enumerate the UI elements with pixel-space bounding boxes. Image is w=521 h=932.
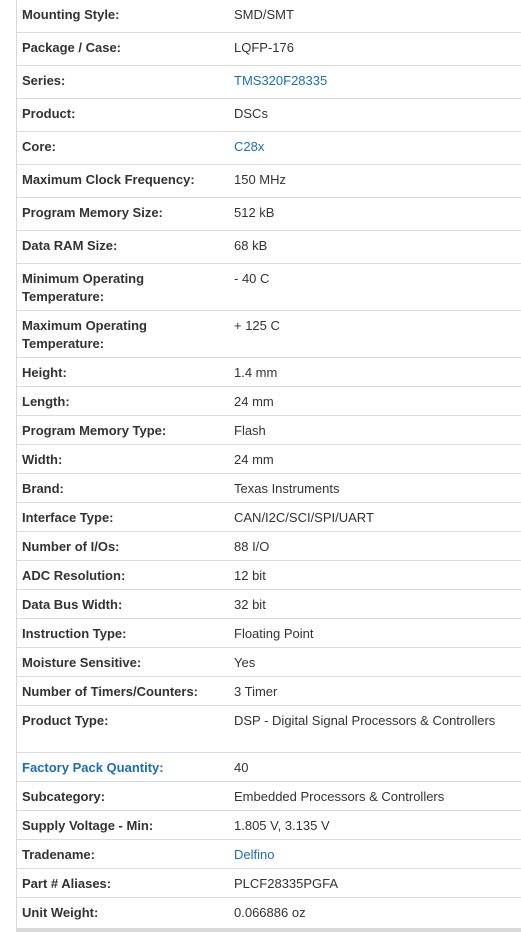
spec-value: CAN/I2C/SCI/SPI/UART <box>234 510 374 525</box>
spec-value: 3 Timer <box>234 684 278 699</box>
spec-value: 12 bit <box>234 568 266 583</box>
spec-value: 24 mm <box>234 452 274 467</box>
spec-row-part-aliases <box>17 869 521 898</box>
spec-label: Moisture Sensitive: <box>22 655 142 670</box>
spec-row-factory-pack-quantity <box>17 753 521 782</box>
spec-row-data-ram-size <box>17 231 521 264</box>
spec-label: Minimum Operating Temperature: <box>22 271 145 304</box>
spec-row-adc-resolution <box>17 561 521 590</box>
spec-value: Texas Instruments <box>234 481 340 496</box>
spec-row-instruction-type <box>17 619 521 648</box>
series-link[interactable]: TMS320F28335 <box>234 73 328 88</box>
spec-row-brand <box>17 474 521 503</box>
spec-label: Data RAM Size: <box>22 238 118 253</box>
spec-row-core <box>17 132 521 165</box>
spec-label: Core: <box>22 139 56 154</box>
spec-row-height <box>17 358 521 387</box>
spec-row-mounting-style <box>17 0 521 33</box>
spec-table <box>17 0 521 927</box>
spec-label: Part # Aliases: <box>22 876 112 891</box>
spec-label: Series: <box>22 73 66 88</box>
spec-label: Interface Type: <box>22 510 114 525</box>
table-bottom-border <box>17 928 521 932</box>
spec-label: Height: <box>22 365 67 380</box>
spec-label: Width: <box>22 452 63 467</box>
spec-label: Data Bus Width: <box>22 597 123 612</box>
spec-row-series <box>17 66 521 99</box>
spec-value: 40 <box>234 760 249 775</box>
spec-row-product-type <box>17 706 521 753</box>
spec-row-product <box>17 99 521 132</box>
spec-value: 32 bit <box>234 597 266 612</box>
product-attributes-panel <box>16 0 521 932</box>
spec-value: PLCF28335PGFA <box>234 876 339 891</box>
spec-label: Length: <box>22 394 70 409</box>
spec-row-tradename <box>17 840 521 869</box>
spec-value: 1.4 mm <box>234 365 278 380</box>
spec-label: ADC Resolution: <box>22 568 126 583</box>
tradename-link[interactable]: Delfino <box>234 847 275 862</box>
spec-label: Product: <box>22 106 76 121</box>
spec-label: Number of Timers/Counters: <box>22 684 199 699</box>
spec-value: DSP - Digital Signal Processors & Controllers <box>234 713 496 728</box>
spec-value: 512 kB <box>234 205 275 220</box>
spec-value: 150 MHz <box>234 172 287 187</box>
spec-value: Yes <box>234 655 256 670</box>
spec-value: - 40 C <box>234 271 270 286</box>
spec-label: Tradename: <box>22 847 95 862</box>
spec-value: 1.805 V, 3.135 V <box>234 818 330 833</box>
spec-row-number-of-timers <box>17 677 521 706</box>
spec-label: Maximum Operating Temperature: <box>22 318 147 351</box>
spec-value: 24 mm <box>234 394 274 409</box>
spec-value: 88 I/O <box>234 539 270 554</box>
spec-value: Floating Point <box>234 626 314 641</box>
spec-row-width <box>17 445 521 474</box>
spec-row-max-operating-temperature <box>17 311 521 358</box>
spec-value: 0.066886 oz <box>234 905 306 920</box>
spec-value: Embedded Processors & Controllers <box>234 789 445 804</box>
spec-row-data-bus-width <box>17 590 521 619</box>
spec-value: 68 kB <box>234 238 268 253</box>
spec-value: LQFP-176 <box>234 40 294 55</box>
spec-label: Program Memory Type: <box>22 423 167 438</box>
spec-row-moisture-sensitive <box>17 648 521 677</box>
spec-row-interface-type <box>17 503 521 532</box>
factory-pack-quantity-link[interactable]: Factory Pack Quantity: <box>22 760 164 775</box>
spec-label: Unit Weight: <box>22 905 99 920</box>
spec-label: Product Type: <box>22 713 109 728</box>
spec-label: Subcategory: <box>22 789 106 804</box>
spec-label: Package / Case: <box>22 40 122 55</box>
spec-row-min-operating-temperature <box>17 264 521 311</box>
spec-value: SMD/SMT <box>234 7 294 22</box>
spec-value: + 125 C <box>234 318 280 333</box>
spec-row-length <box>17 387 521 416</box>
core-link[interactable]: C28x <box>234 139 265 154</box>
spec-label: Program Memory Size: <box>22 205 163 220</box>
spec-label: Mounting Style: <box>22 7 120 22</box>
spec-row-unit-weight <box>17 898 521 927</box>
spec-row-max-clock-frequency <box>17 165 521 198</box>
spec-row-package-case <box>17 33 521 66</box>
spec-row-number-of-ios <box>17 532 521 561</box>
spec-value: DSCs <box>234 106 268 121</box>
spec-label: Maximum Clock Frequency: <box>22 172 195 187</box>
spec-label: Supply Voltage - Min: <box>22 818 154 833</box>
spec-row-subcategory <box>17 782 521 811</box>
spec-label: Number of I/Os: <box>22 539 120 554</box>
spec-row-program-memory-size <box>17 198 521 231</box>
spec-label: Brand: <box>22 481 64 496</box>
spec-row-program-memory-type <box>17 416 521 445</box>
spec-value: Flash <box>234 423 266 438</box>
spec-row-supply-voltage-min <box>17 811 521 840</box>
spec-label: Instruction Type: <box>22 626 127 641</box>
